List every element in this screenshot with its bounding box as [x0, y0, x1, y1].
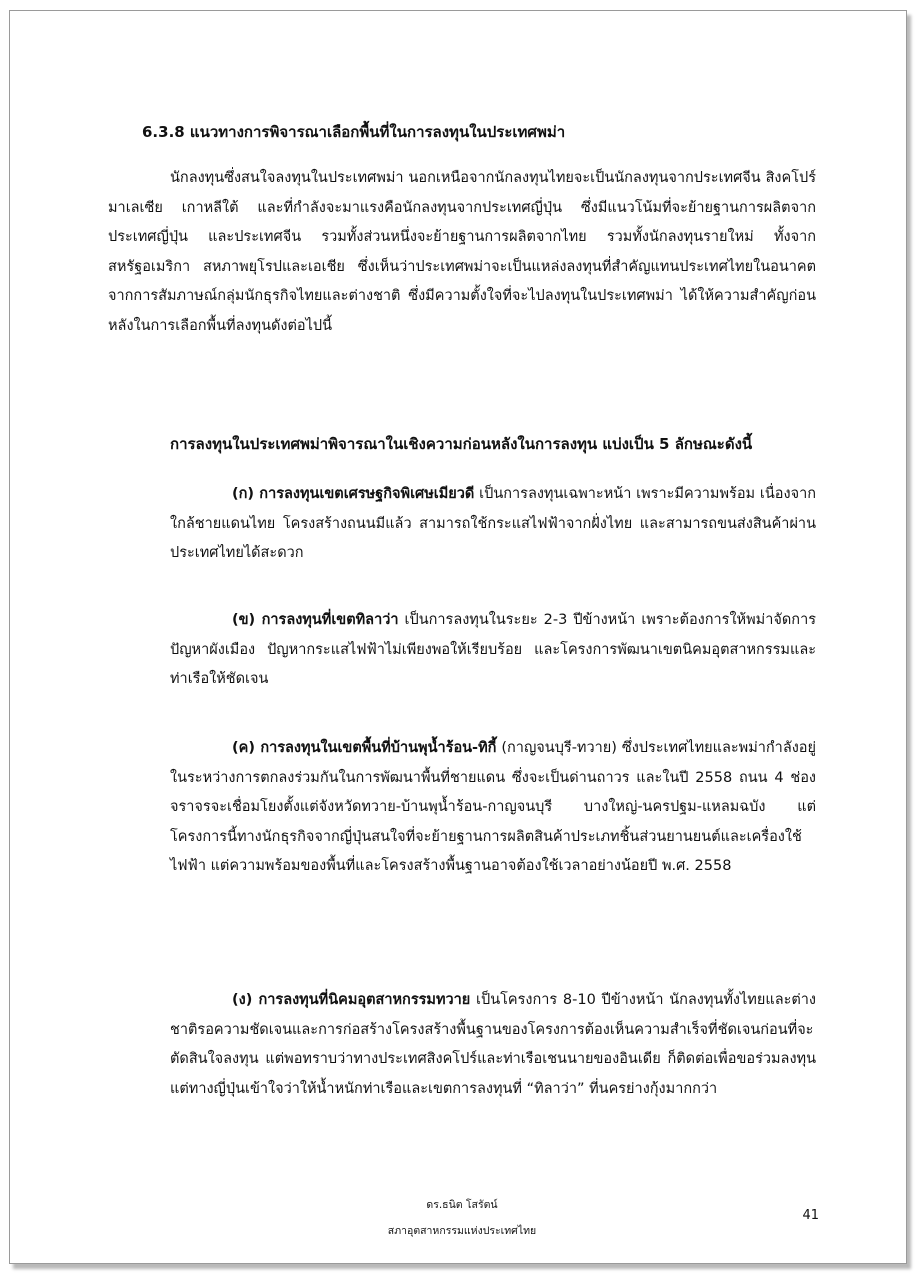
footer-author: ดร.ธนิต โสรัตน์	[426, 1199, 498, 1211]
item-b-title: (ข) การลงทุนที่เขตทิลาว่า	[232, 612, 399, 628]
item-c-text: (กาญจนบุรี-ทวาย) ซึ่งประเทศไทยและพม่ากำลังอยู่ในระหว่างการตกลงร่วมกันในการพัฒนาพื้นที่ชายแดน ซึ่งจะเป็นด่านถาวร และในปี 2558 ถนน 4 ช่องจราจรจะเชื่อมโยงตั้งแต่จังหวัดทวาย-บ้านพุน้ำร้อน-กาญจนบุรี บางใหญ่-นครปฐม-แหลมฉบัง แต่โครงการนี้ทางนักธุรกิจจากญี่ปุ่นสนใจที่จะย้ายฐานการผลิตสินค้าประเภทชิ้นส่วนยานยนต์และเครื่องใช้ไฟฟ้า แต่ความพร้อมของพื้นที่และโครงสร้างพื้นฐานอาจต้องใช้เวลาอย่างน้อยปี พ.ศ. 2558	[170, 740, 816, 875]
item-c	[170, 734, 816, 882]
item-b-text: เป็นการลงทุนในระยะ 2-3 ปีข้างหน้า เพราะต้องการให้พม่าจัดการปัญหาผังเมือง ปัญหากระแสไฟฟ้าไม่เพียงพอให้เรียบร้อย และโครงการพัฒนาเขตนิคมอุตสาหกรรมและท่าเรือให้ชัดเจน	[170, 612, 816, 688]
section-title: 6.3.8 แนวทางการพิจารณาเลือกพื้นที่ในการลงทุนในประเทศพม่า	[142, 123, 566, 141]
item-a-text: เป็นการลงทุนเฉพาะหน้า เพราะมีความพร้อม เนื่องจากใกล้ชายแดนไทย โครงสร้างถนนมีแล้ว สามารถใช้กระแสไฟฟ้าจากฝั่งไทย และสามารถขนส่งสินค้าผ่านประเทศไทยได้สะดวก	[170, 486, 817, 562]
item-d-title: (ง) การลงทุนที่นิคมอุตสาหกรรมทวาย	[232, 992, 471, 1008]
footer-org: สภาอุตสาหกรรมแห่งประเทศไทย	[387, 1225, 537, 1237]
item-b	[170, 606, 816, 695]
intro-paragraph: นักลงทุนซึ่งสนใจลงทุนในประเทศพม่า นอกเหนือจากนักลงทุนไทยจะเป็นนักลงทุนจากประเทศจีน สิงคโปร์ มาเลเซีย เกาหลีใต้ และที่กำลังจะมาแรงคือนักลงทุนจากประเทศญี่ปุ่น ซึ่งมีแนวโน้มที่จะย้ายฐานการผลิตจากประเทศญี่ปุ่น และประเทศจีน รวมทั้งส่วนหนึ่งจะย้ายฐานการผลิตจากไทย รวมทั้งนักลงทุนรายใหม่ ทั้งจากสหรัฐอเมริกา สหภาพยุโรปและเอเชีย ซึ่งเห็นว่าประเทศพม่าจะเป็นแหล่งลงทุนที่สำคัญแทนประเทศไทยในอนาคต จากการสัมภาษณ์กลุ่มนักธุรกิจไทยและต่างชาติ ซึ่งมีความตั้งใจที่จะไปลงทุนในประเทศพม่า ได้ให้ความสำคัญก่อนหลังในการเลือกพื้นที่ลงทุนดังต่อไปนี้	[108, 170, 816, 334]
subheading: การลงทุนในประเทศพม่าพิจารณาในเชิงความก่อนหลังในการลงทุน แบ่งเป็น 5 ลักษณะดังนี้	[170, 435, 753, 453]
item-c-title: (ค) การลงทุนในเขตพื้นที่บ้านพุน้ำร้อน-ทิกี้	[232, 740, 497, 756]
item-d	[170, 986, 816, 1104]
page-number: 41	[802, 1208, 819, 1223]
item-a	[170, 480, 816, 569]
item-a-title: (ก) การลงทุนเขตเศรษฐกิจพิเศษเมียวดี	[232, 486, 475, 502]
item-d-text: เป็นโครงการ 8-10 ปีข้างหน้า นักลงทุนทั้งไทยและต่างชาติรอความชัดเจนและการก่อสร้างโครงสร้างพื้นฐานของโครงการต้องเห็นความสำเร็จที่ชัดเจนก่อนที่จะตัดสินใจลงทุน แต่พอทราบว่าทางประเทศสิงคโปร์และท่าเรือเชนนายของอินเดีย ก็ติดต่อเพื่อขอร่วมลงทุน แต่ทางญี่ปุ่นเข้าใจว่าให้น้ำหนักท่าเรือและเขตการลงทุนที่ “ทิลาว่า” ที่นครย่างกุ้งมากกว่า	[170, 992, 817, 1097]
